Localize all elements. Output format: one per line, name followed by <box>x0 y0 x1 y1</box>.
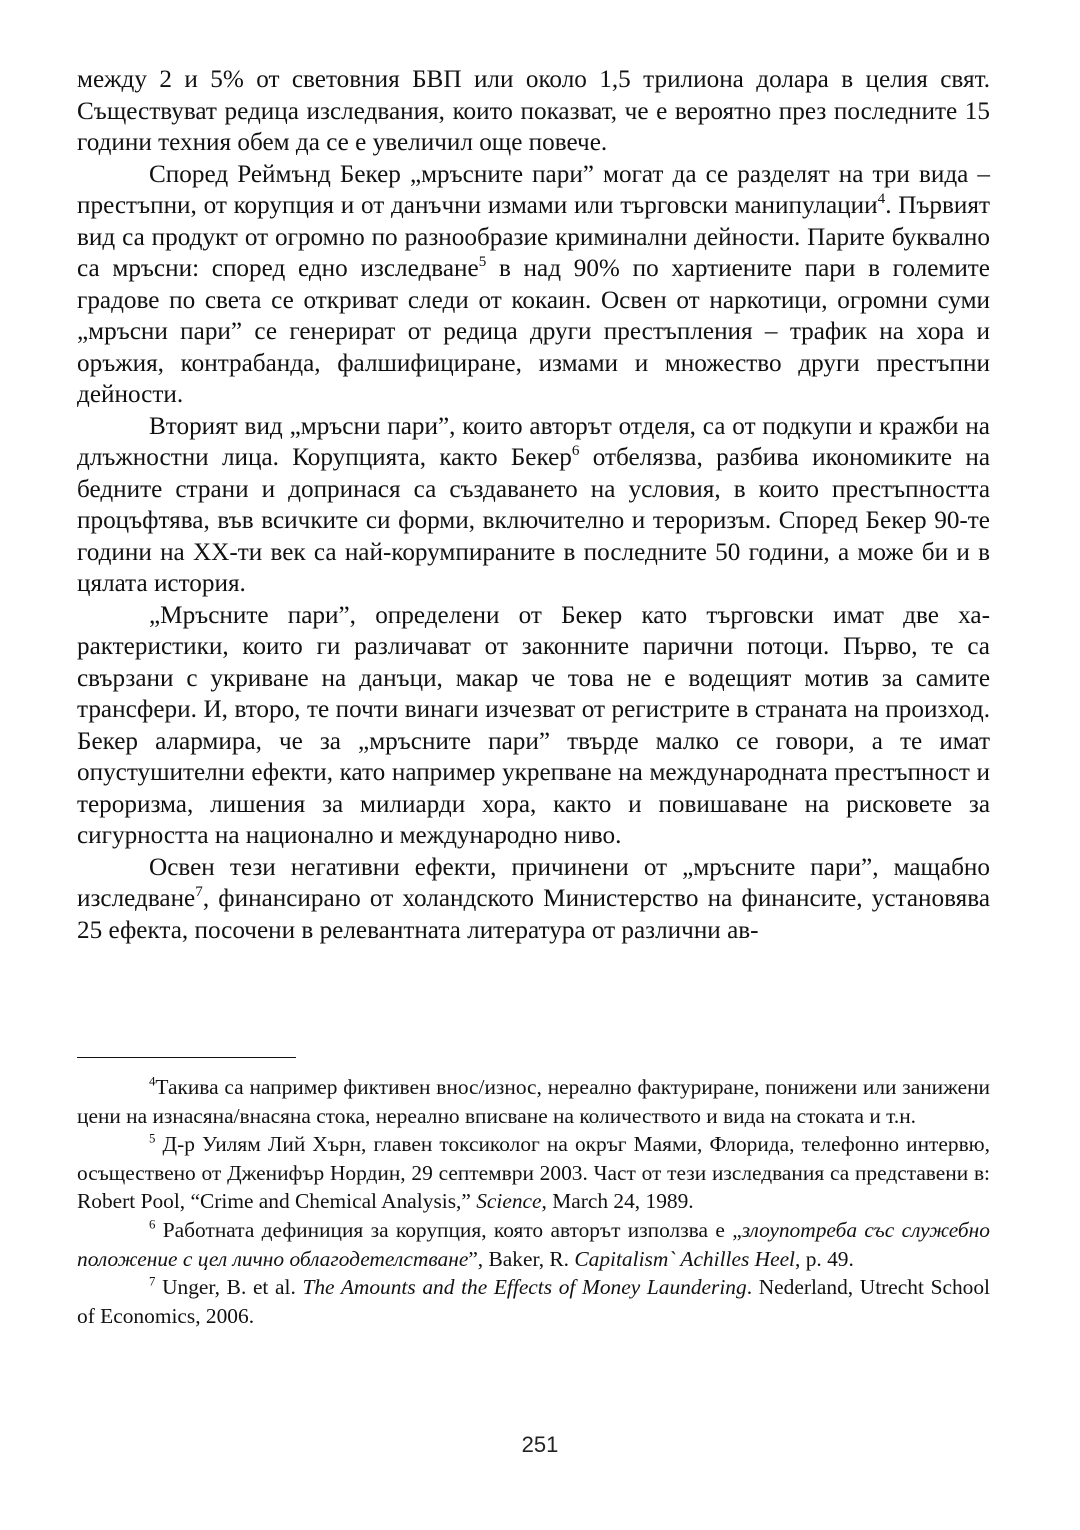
footnote-6 <box>77 1216 990 1273</box>
footnote-6-definition: злоупотреба със служебно положение с цел лично облагодетелстване <box>77 1217 990 1271</box>
paragraph-3-text-b: отбелязва, разбива икономиките на бедните страни и допринася са създаването на условия, в които престъпността процъфтява, във всичките си форми, включително и тероризъм. Според Бекер 90-те години на XX-ти век са най-корумпираните в последните 50 години, а може би и в цялата история. <box>77 444 991 597</box>
paragraph-2-text-a: Според Реймънд Бекер „мръсните пари” могат да се разделят на три вида – престъпни, от корупция и от данъчни измами или търговски манипулации <box>77 160 990 219</box>
paragraph-1 <box>77 64 990 159</box>
footnote-6-author: ”, Baker, R. <box>468 1246 575 1271</box>
footnote-ref-4[interactable]: 4 <box>877 191 886 208</box>
paragraph-2-text-c: в над 90% по хартиените пари в големите градове по света се откриват следи от кокаин. Освен от наркотици, огромни суми „мръсни пари” се генерират от редица други престъпления – трафик на хора и оръжия, контрабанда, фалшифициране, измами и множество други престъпни дейности. <box>77 255 990 408</box>
footnote-7-number: 7 <box>149 1274 156 1289</box>
footnote-6-book-title: Capitalism` Achilles Heel <box>574 1246 796 1271</box>
footnote-6-number: 6 <box>149 1217 156 1232</box>
footnote-ref-5[interactable]: 5 <box>478 254 487 271</box>
footnote-7-text: Unger, B. et al. <box>155 1275 303 1300</box>
footnote-separator <box>77 1057 296 1058</box>
footnote-5-date: , March 24, 1989. <box>541 1189 694 1214</box>
footnote-4-text: Такива са например фиктивен внос/износ, нереално фактуриране, понижени или занижени цени на изнасяна/внасяна стока, нереално вписване на количеството и вида на стоката и т.н. <box>77 1075 990 1128</box>
paragraph-2 <box>77 159 990 411</box>
paragraph-5-text-b: , финансирано от холандското Министерство на финансите, установява 25 ефекта, посочени в релевантната литература от различни ав- <box>77 885 990 944</box>
paragraph-5 <box>77 852 990 947</box>
paragraph-1-text: между 2 и 5% от световния БВП или около 1,5 трилиона долара в целия свят. Съществуват редица изследвания, които показват, че е вероятно през последните 15 години техния обем да се е увеличил още повече. <box>77 66 990 156</box>
footnote-7-publisher: . Nederland, Utrecht School of Economics, 2006. <box>77 1275 990 1328</box>
footnotes <box>77 1073 990 1330</box>
footnote-7 <box>77 1273 990 1330</box>
footnote-5-journal: Science <box>476 1189 542 1214</box>
footnote-4 <box>77 1073 990 1130</box>
paragraph-3-text-a: Вторият вид „мръсни пари”, които авторът отделя, са от подкупи и кражби на длъжностни лица. Корупцията, както Бекер <box>77 412 990 471</box>
footnote-5 <box>77 1130 990 1216</box>
paragraph-4 <box>77 600 990 852</box>
page-number: 251 <box>521 1432 559 1457</box>
footnote-5-number: 5 <box>149 1131 156 1146</box>
footnote-ref-7[interactable]: 7 <box>195 884 203 901</box>
footnote-6-page: , p. 49. <box>795 1246 854 1271</box>
paragraph-5-text-a: Освен тези негативни ефекти, причинени от „мръсните пари”, мащабно изследване <box>77 853 990 912</box>
paragraph-2-text-b: . Първият вид са продукт от огромно по разнообразие криминални дейности. Парите буквално са мръсни: според едно изследване <box>77 192 990 282</box>
main-text <box>77 64 990 946</box>
footnote-4-number: 4 <box>149 1074 156 1089</box>
footnote-5-text: Д-р Уилям Лий Хърн, главен токсиколог на окръг Маями, Флорида, телефонно интервю, осъществено от Дженифър Нордин, 29 септември 2003. Част от тези изследвания са представени в: Robert Pool, “Crime and Chemical Analysis,” <box>77 1132 990 1214</box>
paragraph-4-text: „Мръсните пари”, определени от Бекер като търговски имат две характеристики, които ги различават от законните парични потоци. Първо, те са свързани с укриване на данъци, макар че това не е водещият мотив за самите трансфери. И, второ, те почти винаги изчезват от регистрите в страната на произход. Бекер алармира, че за „мръсните пари” твърде малко се говори, а те имат опустушителни ефекти, като например укрепване на международната престъпност и тероризма, лишения за милиарди хора, както и повишаване на рисковете за сигурността на национално и международно ниво. <box>77 601 990 849</box>
footnote-ref-6[interactable]: 6 <box>571 443 580 460</box>
footnote-6-text: Работната дефиниция за корупция, която авторът използва е „ <box>155 1217 742 1242</box>
footnote-7-title: The Amounts and the Effects of Money Laundering <box>302 1275 747 1300</box>
paragraph-3 <box>77 411 990 600</box>
